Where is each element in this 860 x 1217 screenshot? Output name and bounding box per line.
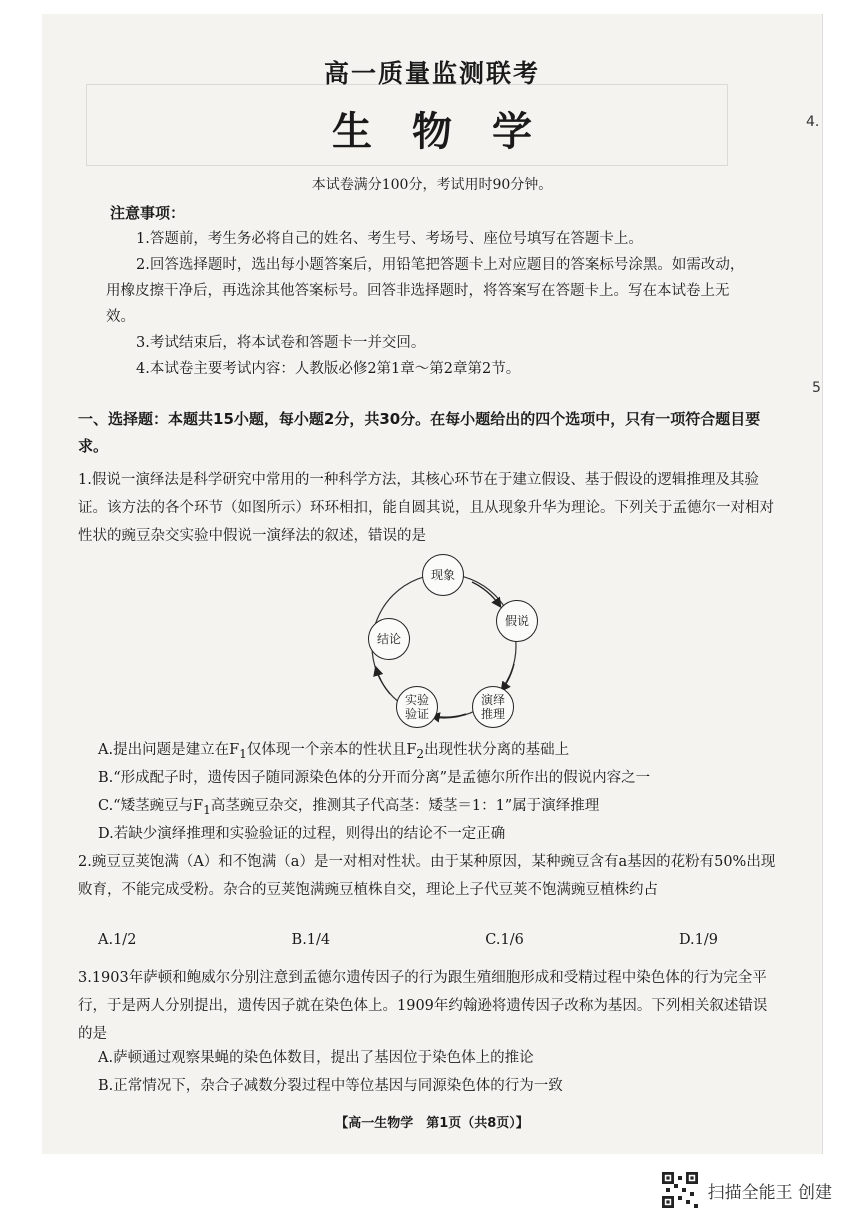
question-2-option-a: A.1/2: [98, 932, 137, 948]
question-1-stem: 1.假说一演绎法是科学研究中常用的一种科学方法，其核心环节在于建立假设、基于假设的逻辑推理及其验证。该方法的各个环节（如图所示）环环相扣，能自圆其说，且从现象升华为理论。下列关于孟德尔一对相对性状的豌豆杂交实验中假说一演绎法的叙述，错误的是: [78, 472, 774, 544]
question-1-option-c: C.“矮茎豌豆与$F_1$高茎豌豆杂交，推测其子代高茎：矮茎＝1：1”属于演绎推理: [98, 798, 600, 817]
exam-title: 高一质量监测联考: [323, 59, 540, 88]
question-3-option-b: B.正常情况下，杂合子减数分裂过程中等位基因与同源染色体的行为一致: [98, 1078, 563, 1094]
diagram-node-phenomenon: 现象: [422, 554, 464, 596]
note-item: 1.答题前，考生务必将自己的姓名、考生号、考场号、座位号填写在答题卡上。: [136, 231, 643, 247]
note-item: 4.本试卷主要考试内容：人教版必修2第1章～第2章第2节。: [136, 361, 521, 377]
question-1-option-d: D.若缺少演绎推理和实验验证的过程，则得出的结论不一定正确: [98, 826, 506, 842]
diagram-node-hypothesis: 假说: [496, 600, 538, 642]
right-edge-mark: 5: [812, 380, 821, 396]
notes-heading: 注意事项：: [110, 204, 186, 222]
question-1-option-a: A.提出问题是建立在$F_1$仅体现一个亲本的性状且$F_2$出现性状分离的基础上: [98, 742, 570, 761]
question-2-stem: 2.豌豆豆荚饱满（A）和不饱满（a）是一对相对性状。由于某种原因，某种豌豆含有a基因的花粉有50%出现败育，不能完成受粉。杂合的豆荚饱满豌豆植株自交，理论上子代豆荚不饱满豌豆植株约占: [78, 854, 776, 898]
question-2-option-c: C.1/6: [485, 932, 524, 948]
hypothetico-deductive-cycle-diagram: [332, 554, 562, 734]
diagram-node-conclusion: 结论: [368, 618, 410, 660]
diagram-node-experiment: 实验 验证: [396, 686, 438, 728]
note-item: 2.回答选择题时，选出每小题答案后，用铅笔把答题卡上对应题目的答案标号涂黑。如需改动，用橡皮擦干净后，再选涂其他答案标号。回答非选择题时，将答案写在答题卡上。写在本试卷上无效。: [106, 257, 745, 325]
question-3-stem: 3.1903年萨顿和鲍威尔分别注意到孟德尔遗传因子的行为跟生殖细胞形成和受精过程中染色体的行为完全平行，于是两人分别提出，遗传因子就在染色体上。1909年约翰逊将遗传因子改称为基因。下列相关叙述错误的是: [78, 970, 768, 1042]
section-heading: 一、选择题：本题共15小题，每小题2分，共30分。在每小题给出的四个选项中，只有一项符合题目要求。: [78, 410, 761, 455]
right-edge-mark: 4.: [806, 114, 820, 130]
question-1-option-b: B.“形成配子时，遗传因子随同源染色体的分开而分离”是孟德尔所作出的假说内容之一: [98, 770, 651, 786]
exam-page: [42, 14, 823, 1154]
note-item: 3.考试结束后，将本试卷和答题卡一并交回。: [136, 335, 426, 351]
question-3-option-a: A.萨顿通过观察果蝇的染色体数目，提出了基因位于染色体上的推论: [98, 1050, 534, 1066]
diagram-node-deduction: 演绎 推理: [472, 686, 514, 728]
question-2-options: [98, 932, 718, 948]
score-line: 本试卷满分100分，考试用时90分钟。: [311, 177, 553, 193]
scanner-brand-text: 扫描全能王 创建: [707, 1182, 832, 1203]
question-2-option-b: B.1/4: [291, 932, 331, 948]
scanner-watermark: [662, 1172, 832, 1208]
subject-title: 生物学: [332, 109, 572, 155]
page-footer: 【高一生物学 第1页（共8页）】: [335, 1116, 529, 1131]
question-2-option-d: D.1/9: [678, 932, 718, 948]
qr-code-icon: [662, 1172, 698, 1208]
